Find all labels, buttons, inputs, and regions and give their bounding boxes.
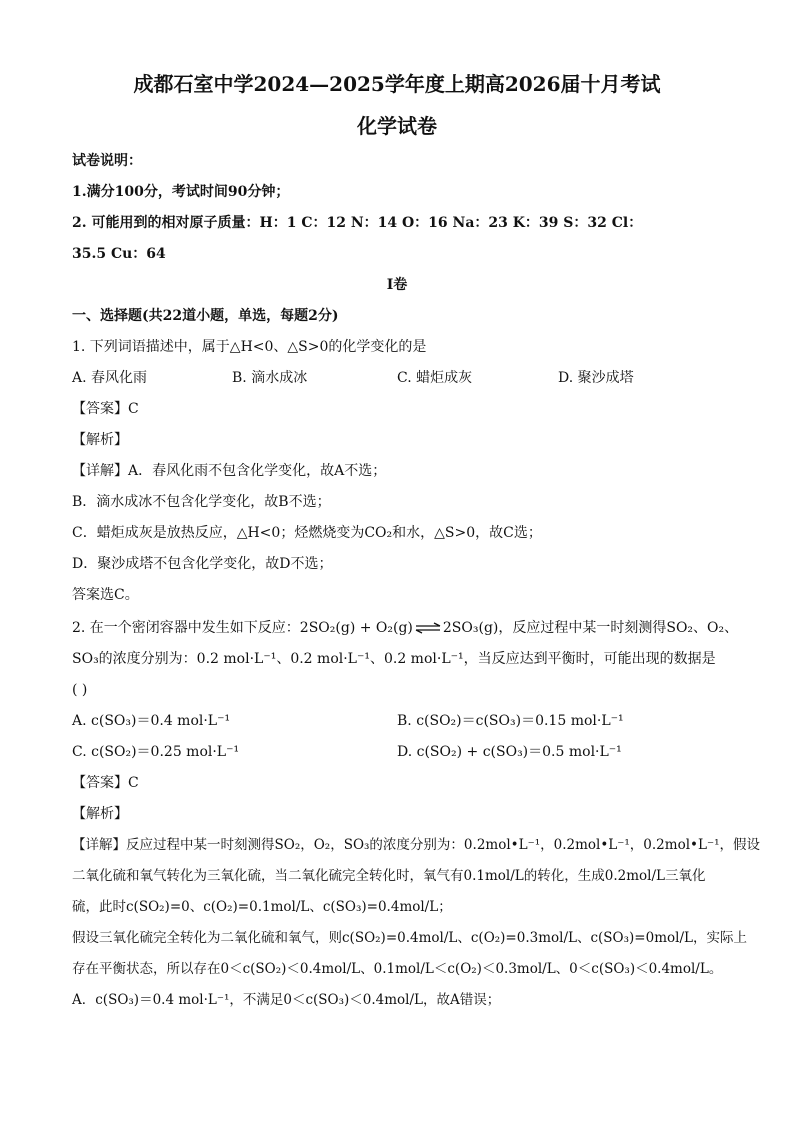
equilibrium-arrows-icon <box>415 622 441 634</box>
q1-option-d: D. 聚沙成塔 <box>558 370 634 386</box>
q1-detail-line: 答案选C。 <box>72 587 139 603</box>
q1-detail-line: C．蜡炬成灰是放热反应，△H<0；烃燃烧变为CO₂和水，△S>0，故C选； <box>72 525 542 541</box>
instructions-line-1: 1.满分100分，考试时间90分钟； <box>72 184 290 200</box>
q2-analysis-label: 【解析】 <box>72 806 128 822</box>
exam-subtitle: 化学试卷 <box>357 114 437 138</box>
exam-title: 成都石室中学2024—2025学年度上期高2026届十月考试 <box>133 72 661 96</box>
q2-stem-reactants: 2. 在一个密闭容器中发生如下反应：2SO₂(g) + O₂(g) <box>72 620 413 636</box>
q2-stem-products: 2SO₃(g)，反应过程中某一时刻测得SO₂、O₂、 <box>442 620 739 636</box>
q2-stem-line-3: ( ) <box>72 682 88 698</box>
q1-analysis-label: 【解析】 <box>72 432 128 448</box>
q2-option-c: C. c(SO₂)＝0.25 mol·L⁻¹ <box>72 744 240 760</box>
q1-option-b: B. 滴水成冰 <box>232 370 308 386</box>
q1-detail-line: D．聚沙成塔不包含化学变化，故D不选； <box>72 556 333 572</box>
q2-detail-line: A．c(SO₃)＝0.4 mol·L⁻¹，不满足0＜c(SO₃)＜0.4mol/L，故A错误； <box>72 992 501 1008</box>
instructions-line-3: 35.5 Cu：64 <box>72 246 166 262</box>
q1-detail-line: 【详解】A．春风化雨不包含化学变化，故A不选； <box>72 463 387 479</box>
q2-stem-line-2: SO₃的浓度分别为：0.2 mol·L⁻¹、0.2 mol·L⁻¹、0.2 mol·L⁻¹，当反应达到平衡时，可能出现的数据是 <box>72 651 716 667</box>
q2-option-d: D. c(SO₂) + c(SO₃)＝0.5 mol·L⁻¹ <box>397 744 622 760</box>
part-title: I卷 <box>386 277 408 293</box>
q2-option-b: B. c(SO₂)＝c(SO₃)＝0.15 mol·L⁻¹ <box>397 713 624 729</box>
q2-detail-line: 二氧化硫和氧气转化为三氧化硫，当二氧化硫完全转化时，氧气有0.1mol/L的转化，生成0.2mol/L三氧化 <box>72 868 706 884</box>
q2-detail-line: 硫，此时c(SO₂)=0、c(O₂)=0.1mol/L、c(SO₃)=0.4mol/L； <box>72 899 452 915</box>
q2-stem-line-1 <box>72 619 738 637</box>
q2-answer: 【答案】C <box>72 775 139 791</box>
q2-option-a: A. c(SO₃)＝0.4 mol·L⁻¹ <box>72 713 231 729</box>
q2-detail-line: 假设三氧化硫完全转化为二氧化硫和氧气，则c(SO₂)=0.4mol/L、c(O₂)=0.3mol/L、c(SO₃)=0mol/L，实际上 <box>72 930 747 946</box>
q1-answer: 【答案】C <box>72 401 139 417</box>
q1-option-c: C. 蜡炬成灰 <box>397 370 473 386</box>
section-heading: 一、选择题(共22道小题，单选，每题2分) <box>72 308 339 324</box>
q1-option-a: A. 春风化雨 <box>72 370 148 386</box>
q2-detail-line: 存在平衡状态，所以存在0＜c(SO₂)＜0.4mol/L、0.1mol/L＜c(O₂)＜0.3mol/L、0＜c(SO₃)＜0.4mol/L。 <box>72 961 723 977</box>
q1-stem: 1. 下列词语描述中，属于△H<0、△S>0的化学变化的是 <box>72 339 427 355</box>
q2-detail-line: 【详解】反应过程中某一时刻测得SO₂，O₂，SO₃的浓度分别为：0.2mol•L⁻¹，0.2mol•L⁻¹，0.2mol•L⁻¹，假设 <box>72 837 760 853</box>
instructions-line-2: 2. 可能用到的相对原子质量：H：1 C：12 N：14 O：16 Na：23 K：39 S：32 Cl： <box>72 215 643 231</box>
instructions-heading: 试卷说明： <box>72 153 142 169</box>
q1-detail-line: B．滴水成冰不包含化学变化，故B不选； <box>72 494 331 510</box>
